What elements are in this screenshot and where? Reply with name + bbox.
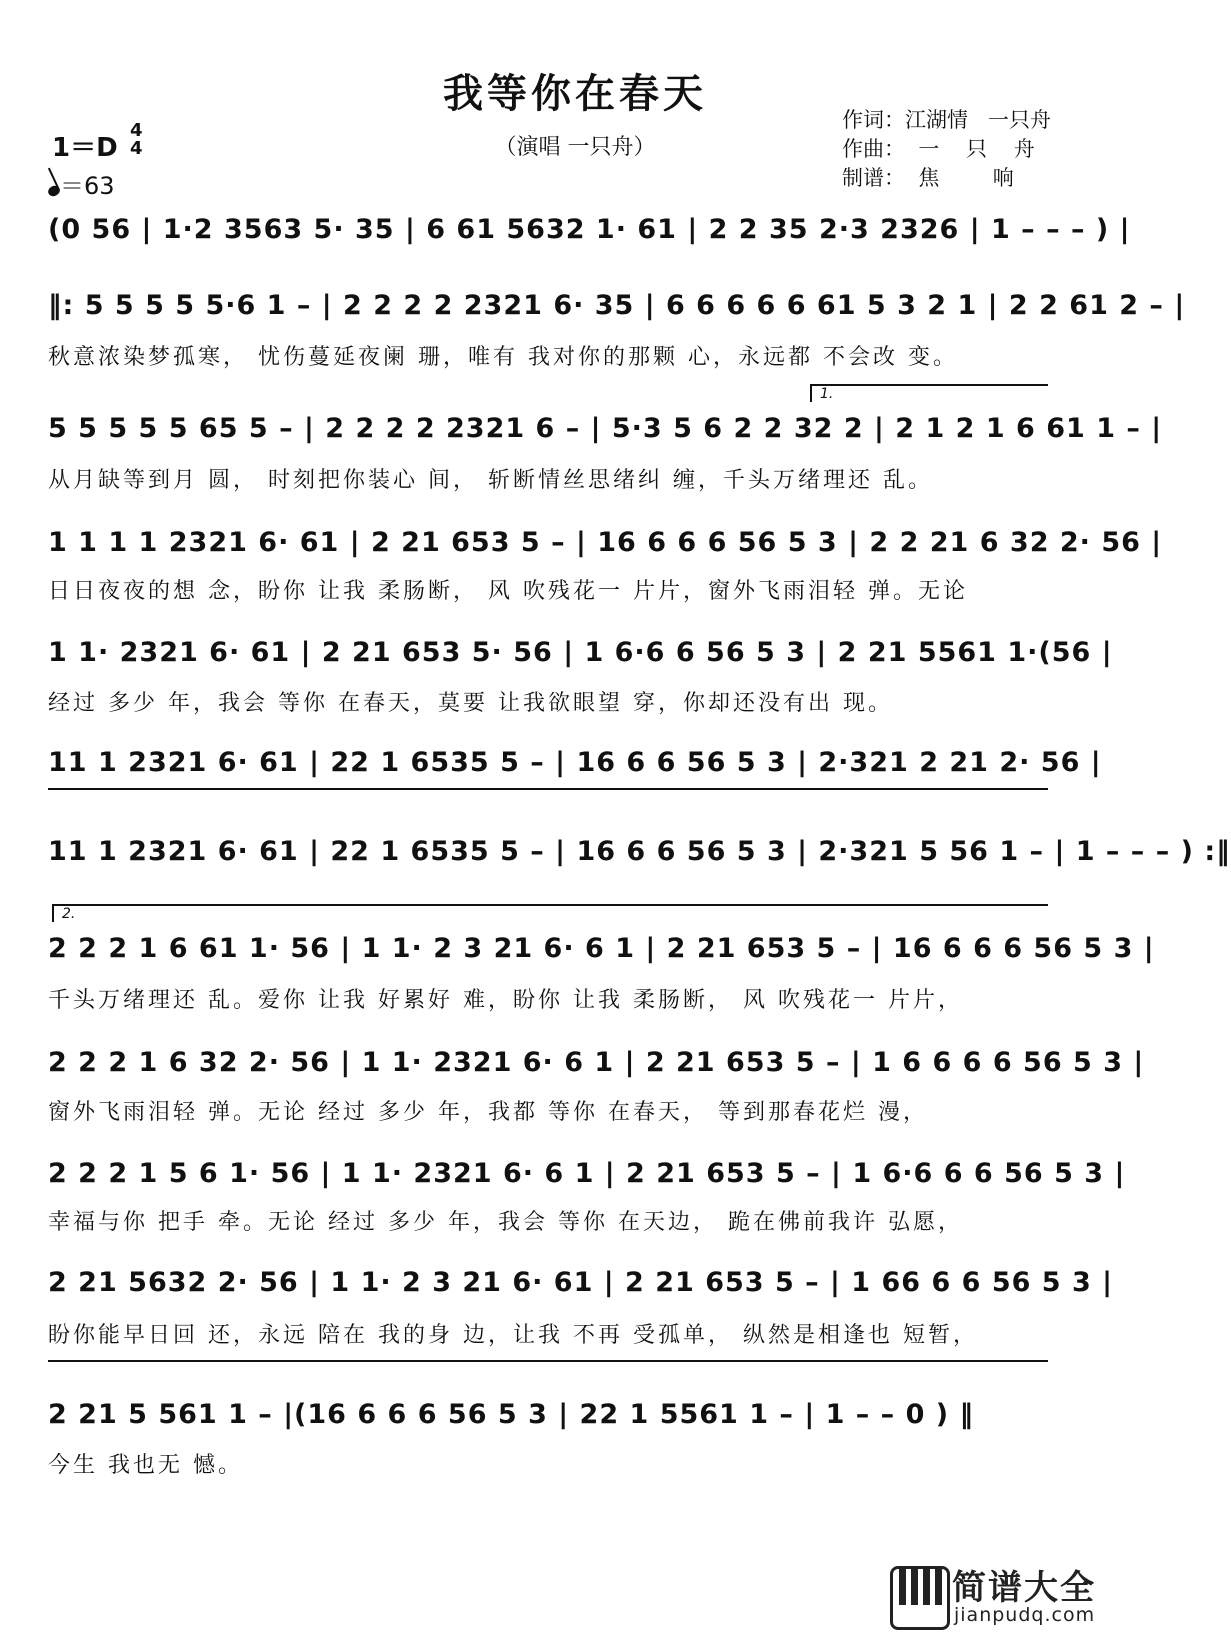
performer-note: （演唱 一只舟） xyxy=(494,135,656,160)
section-divider-2 xyxy=(48,1360,1048,1362)
notation-row-9: 2 2 2 1 5 6 1· 56 | 1 1· 2321 6· 6 1 | 2 21 653 5 – | 1 6·6 6 6 56 5 3 | xyxy=(48,1158,1126,1189)
second-ending-label: 2. xyxy=(62,906,76,922)
lyric-row-10: 盼你能早日回 还，永远 陪在 我的身 边，让我 不再 受孤单， 纵然是相逢也 短暂， xyxy=(48,1323,978,1348)
lyric-row-1: 秋意浓染梦孤寒， 忧伤蔓延夜阑 珊，唯有 我对你的那颗 心，永远都 不会改 变。 xyxy=(48,345,958,370)
lyric-row-3: 日日夜夜的想 念，盼你 让我 柔肠断， 风 吹残花一 片片，窗外飞雨泪轻 弹。无论 xyxy=(48,579,968,604)
piano-logo-icon xyxy=(890,1566,950,1630)
notation-row-intro: (0 56 | 1·2 3563 5· 35 | 6 61 5632 1· 61 | 2 2 35 2·3 2326 | 1 – – – ) | xyxy=(48,214,1131,245)
lyric-row-8: 窗外飞雨泪轻 弹。无论 经过 多少 年，我都 等你 在春天， 等到那春花烂 漫， xyxy=(48,1100,928,1125)
first-ending-label: 1. xyxy=(820,386,834,402)
notation-row-11: 2 21 5 561 1 – |(16 6 6 6 56 5 3 | 22 1 5561 1 – | 1 – – 0 ) ‖ xyxy=(48,1399,974,1430)
lyric-row-4: 经过 多少 年，我会 等你 在春天，莫要 让我欲眼望 穿，你却还没有出 现。 xyxy=(48,691,893,716)
time-signature-bottom: 4 xyxy=(130,138,143,159)
notation-row-6: 11 1 2321 6· 61 | 22 1 6535 5 – | 16 6 6 56 5 3 | 2·321 5 56 1 – | 1 – – – ) :‖ xyxy=(48,836,1231,867)
notation-row-3: 1 1 1 1 2321 6· 61 | 2 21 653 5 – | 16 6 6 6 56 5 3 | 2 2 21 6 32 2· 56 | xyxy=(48,527,1163,558)
section-divider xyxy=(48,788,1048,790)
transcriber-credit: 制谱： 焦 响 xyxy=(842,166,1014,190)
notation-row-8: 2 2 2 1 6 32 2· 56 | 1 1· 2321 6· 6 1 | 2 21 653 5 – | 1 6 6 6 6 56 5 3 | xyxy=(48,1047,1145,1078)
lyricist-credit: 作词：江湖情 一只舟 xyxy=(842,108,1052,132)
lyric-row-9: 幸福与你 把手 牵。无论 经过 多少 年，我会 等你 在天边， 跪在佛前我许 弘愿， xyxy=(48,1210,963,1235)
notation-row-4: 1 1· 2321 6· 61 | 2 21 653 5· 56 | 1 6·6 6 56 5 3 | 2 21 5561 1·(56 | xyxy=(48,637,1113,668)
lyric-row-7: 千头万绪理还 乱。爱你 让我 好累好 难，盼你 让我 柔肠断， 风 吹残花一 片片， xyxy=(48,988,963,1013)
notation-row-2: 5 5 5 5 5 65 5 – | 2 2 2 2 2321 6 – | 5·3 5 6 2 2 32 2 | 2 1 2 1 6 61 1 – | xyxy=(48,413,1163,444)
lyric-row-11: 今生 我也无 憾。 xyxy=(48,1453,243,1478)
tempo-marking xyxy=(48,166,115,201)
second-ending-bracket xyxy=(52,904,1048,922)
notation-row-10: 2 21 5632 2· 56 | 1 1· 2 3 21 6· 61 | 2 21 653 5 – | 1 66 6 6 56 5 3 | xyxy=(48,1267,1114,1298)
key-signature: 1＝D xyxy=(52,133,118,163)
watermark-url: jianpudq.com xyxy=(954,1604,1096,1626)
watermark-brand: 简谱大全 xyxy=(952,1568,1096,1608)
tempo-value: ＝63 xyxy=(60,172,115,200)
time-signature xyxy=(130,122,143,158)
song-title: 我等你在春天 xyxy=(443,71,707,117)
lyric-row-2: 从月缺等到月 圆， 时刻把你装心 间， 斩断情丝思绪纠 缠，千头万绪理还 乱。 xyxy=(48,468,933,493)
notation-row-7: 2 2 2 1 6 61 1· 56 | 1 1· 2 3 21 6· 6 1 | 2 21 653 5 – | 16 6 6 6 56 5 3 | xyxy=(48,933,1155,964)
first-ending-bracket xyxy=(810,384,1048,402)
site-watermark xyxy=(890,1560,1130,1630)
notation-row-5: 11 1 2321 6· 61 | 22 1 6535 5 – | 16 6 6 56 5 3 | 2·321 2 21 2· 56 | xyxy=(48,747,1102,778)
composer-credit: 作曲： 一 只 舟 xyxy=(842,137,1035,161)
time-signature-top: 4 xyxy=(130,120,143,141)
notation-row-1: ‖: 5 5 5 5 5·6 1 – | 2 2 2 2 2321 6· 35 | 6 6 6 6 6 61 5 3 2 1 | 2 2 61 2 – | xyxy=(48,290,1186,321)
